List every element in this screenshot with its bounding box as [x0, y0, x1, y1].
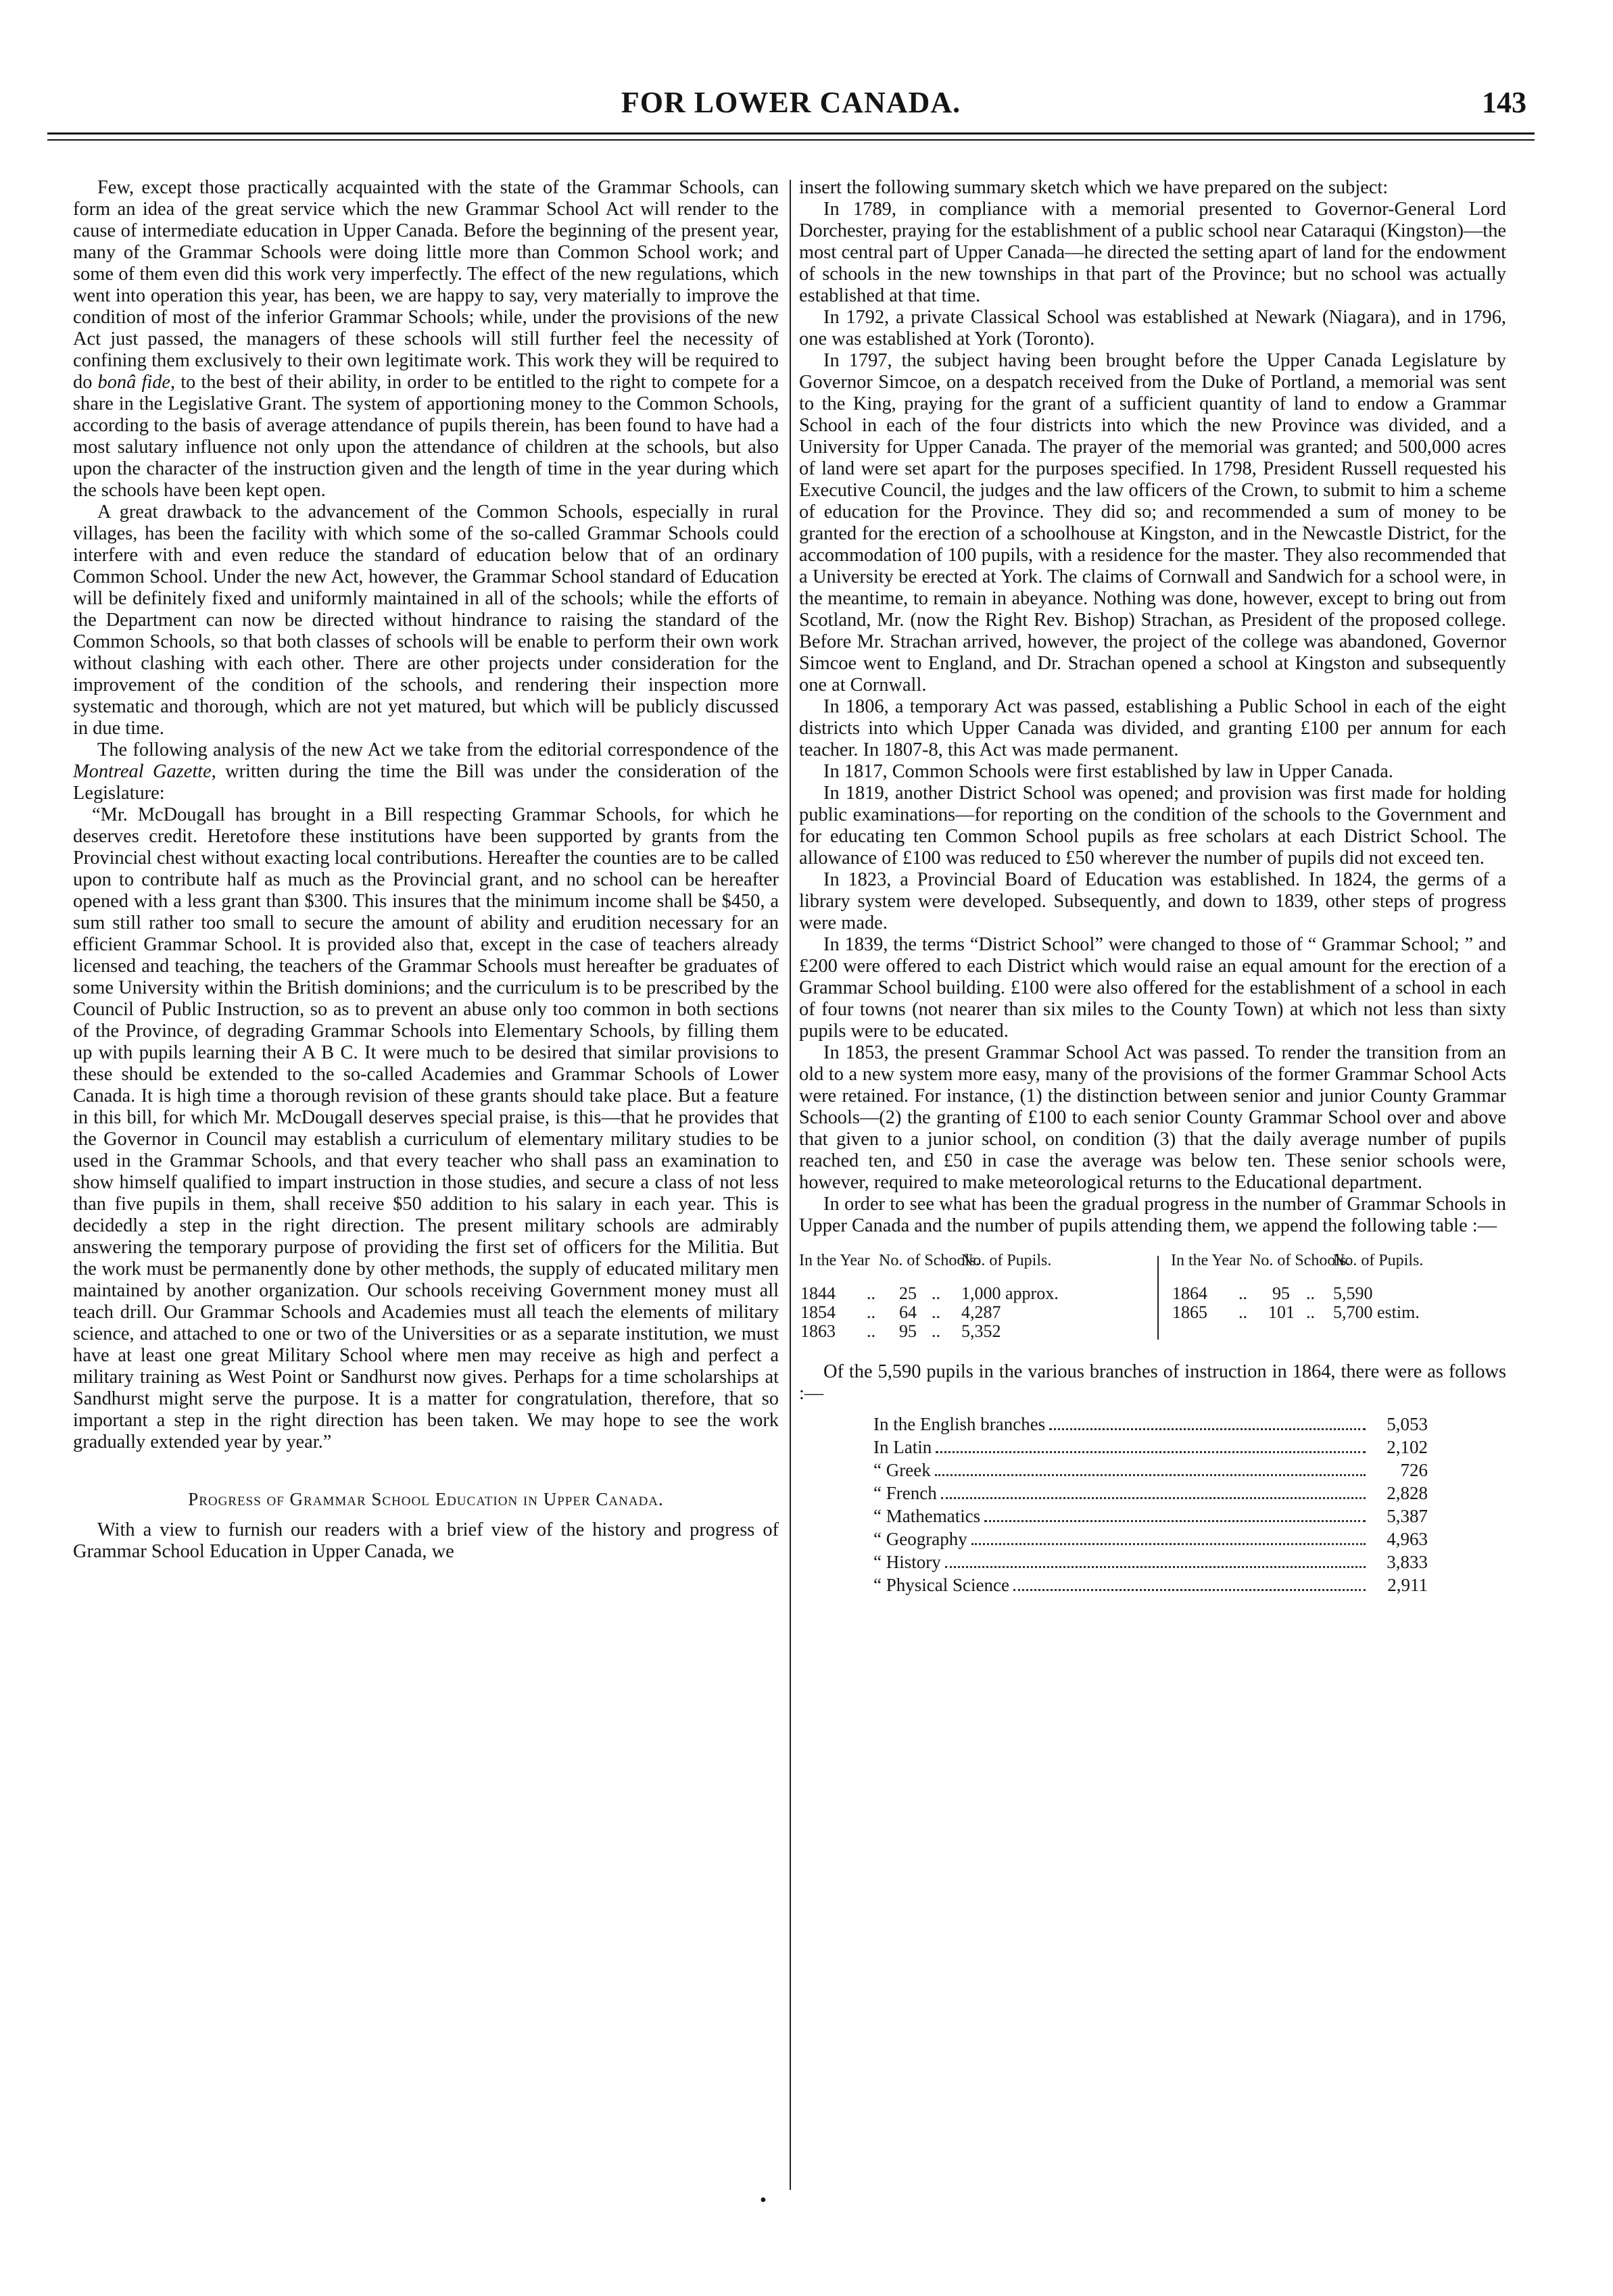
paragraph: In 1806, a temporary Act was passed, establishing a Public School in each of the eight districts into which Upper Canada was divided, and granting £100 per annum for each teacher. In 1807-8, this Act was made permanent.: [799, 696, 1506, 760]
header-year: In the Year: [1171, 1252, 1242, 1269]
list-item: “ Mathematics 5,387: [873, 1506, 1428, 1526]
paragraph: In 1819, another District School was opened; and provision was first made for holding public examinations—for reporting on the condition of the schools to the Government and for educating ten Common School pupils as free scholars at each District School. The allowance of £100 was reduced to £50 wherever the number of pupils did not exceed ten.: [799, 783, 1506, 869]
header-year: In the Year: [799, 1252, 870, 1269]
paragraph: In 1797, the subject having been brought before the Upper Canada Legislature by Governor Simcoe, on a despatch received from the Duke of Portland, a memorial was sent to the King, praying for the grant of a sufficient quantity of land to endow a Grammar School in each of the four districts into which the new Province was divided, and a University for Upper Canada. The prayer of the memorial was granted; and 500,000 acres of land were set apart for the purposes specified. In 1798, President Russell requested his Executive Council, the judges and the law officers of the Crown, to submit to him a scheme of education for the Province. They did so; and recommended a sum of money to be granted for the erection of a schoolhouse at Kingston, and in the Newcastle District, for the accommodation of 100 pupils, with a residence for the master. They also recommended that a University be erected at York. The claims of Cornwall and Sandwich for a school were, in the meantime, to remain in abeyance. Nothing was done, however, except to bring out from Scotland, Mr. (now the Right Rev. Bishop) Strachan, as President of the proposed college. Before Mr. Strachan arrived, however, the project of the college was abandoned, Governor Simcoe went to England, and Dr. Strachan opened a school at Kingston and subsequently one at Cornwall.: [799, 350, 1506, 695]
section-heading: Progress of Grammar School Education in Upper Canada.: [188, 1489, 664, 1509]
paragraph: In 1823, a Provincial Board of Education was established. In 1824, the germs of a library system were developed. Subsequently, and down to 1839, other steps of progress were made.: [799, 869, 1506, 933]
left-column: [73, 177, 779, 1563]
table-row: 1844 .. 25 .. 1,000 approx. 1864 .. 95 .. 5,590: [800, 1284, 1373, 1303]
header-pupils: No. of Pupils.: [961, 1252, 1052, 1269]
footer-mark: •: [760, 2190, 767, 2211]
table-header-row: [799, 1253, 1506, 1272]
list-item: “ Physical Science 2,911: [873, 1575, 1428, 1595]
list-item: “ Greek 726: [873, 1460, 1428, 1480]
table-divider: [1157, 1256, 1159, 1340]
schools-table: [799, 1253, 1506, 1348]
dot-leader: [945, 1566, 1366, 1568]
table-row: 1863 .. 95 .. 5,352: [800, 1321, 1001, 1341]
list-item: “ Geography 4,963: [873, 1529, 1428, 1549]
italic-text: bonâ fide,: [97, 372, 176, 393]
paragraph: With a view to furnish our readers with a brief view of the history and progress of Grammar School Education in Upper Canada, we: [73, 1519, 779, 1562]
paragraph: A great drawback to the advancement of the Common Schools, especially in rural villages, has been the facility with which some of the so-called Grammar Schools could interfere with and even reduce the standard of education below that of an ordinary Common School. Under the new Act, however, the Grammar School standard of Education will be definitely fixed and uniformly maintained in all of the schools; while the efforts of the Department can now be directed without hindrance to raising the standard of the Common Schools, so that both classes of schools will be enable to perform their own work without clashing with each other. There are other projects under consideration for the improvement of the condition of the schools, and rendering their inspection more systematic and thorough, which are not yet matured, but which will be publicly discussed in due time.: [73, 502, 779, 739]
list-item: “ History 3,833: [873, 1552, 1428, 1572]
paragraph: insert the following summary sketch which we have prepared on the subject:: [799, 177, 1389, 198]
header-rule-top: [47, 132, 1535, 135]
header-pupils: No. of Pupils.: [1333, 1252, 1424, 1269]
dot-leader: [971, 1543, 1366, 1545]
running-title: FOR LOWER CANADA.: [621, 86, 961, 119]
paragraph: In 1839, the terms “District School” were changed to those of “ Grammar School; ” and £200 were offered to each District which would raise an equal amount for the erection of a Grammar School building. £100 were also offered for the establishment of a school in each of four towns (not nearer than six miles to the County Town) at which not less than sixty pupils were to be educated.: [799, 934, 1506, 1042]
page-number: 143: [1482, 86, 1526, 119]
paragraph: In 1792, a private Classical School was established at Newark (Niagara), and in 1796, one was established at York (Toronto).: [799, 307, 1506, 349]
list-item: In Latin 2,102: [873, 1437, 1428, 1457]
dot-leader: [984, 1520, 1366, 1522]
dot-leader: [936, 1451, 1366, 1453]
dot-leader: [935, 1474, 1366, 1476]
paragraph: The following analysis of the new Act we take from the editorial correspondence of the Montreal Gazette, written during the time the Bill was under the consideration of the Legislature:: [73, 739, 779, 804]
dot-leader: [1049, 1428, 1366, 1430]
paragraph: In order to see what has been the gradual progress in the number of Grammar Schools in Upper Canada and the number of pupils attending them, we append the following table :—: [799, 1194, 1506, 1236]
table-row: 1854 .. 64 .. 4,287 1865 .. 101 .. 5,700 estim.: [800, 1302, 1420, 1322]
paragraph: In 1853, the present Grammar School Act was passed. To render the transition from an old to a new system more easy, many of the provisions of the former Grammar School Acts were retained. For instance, (1) the distinction between senior and junior County Grammar Schools—(2) the granting of £100 to each senior County Grammar School over and above that given to a junior school, on condition (3) that the daily average number of pupils reached ten, and £50 in case the average was below ten. These senior schools were, however, required to make meteorological returns to the Educational department.: [799, 1042, 1506, 1193]
newspaper-title: Montreal Gazette,: [73, 761, 216, 782]
paragraph: Few, except those practically acquainted with the state of the Grammar Schools, can form an idea of the great service which the new Grammar School Act will render to the cause of intermediate education in Upper Canada. Before the beginning of the present year, many of the Grammar Schools were doing little more than Common School work; and some of them even did this work very imperfectly. The effect of the new regulations, which went into operation this year, has been, we are happy to say, very materially to improve the condition of most of the inferior Grammar Schools; while, under the provisions of the new Act just passed, the managers of these schools will still further feel the necessity of confining them exclusively to their own legitimate work. This work they will be required to do bonâ fide, to the best of their ability, in order to be entitled to the right to compete for a share in the Legislative Grant. The system of apportioning money to the Common Schools, according to the basis of average attendance of pupils therein, has been found to have had a most salutary influence not only upon the attendance of children at the schools, but also upon the character of the instruction given and the length of time in the year during which the schools have been kept open.: [73, 177, 779, 501]
column-divider: [790, 180, 791, 2190]
paragraph: Of the 5,590 pupils in the various branches of instruction in 1864, there were as follows :—: [799, 1361, 1506, 1404]
list-item: “ French 2,828: [873, 1483, 1428, 1503]
header-schools: No. of Schools.: [879, 1252, 980, 1269]
header-schools: No. of Schools.: [1249, 1252, 1351, 1269]
paragraph: In 1817, Common Schools were first established by law in Upper Canada.: [823, 761, 1393, 782]
branches-list: [873, 1413, 1428, 1596]
header-rule-bottom: [47, 139, 1535, 141]
dot-leader: [941, 1497, 1366, 1499]
running-header: [47, 80, 1535, 127]
list-item: In the English branches 5,053: [873, 1414, 1428, 1434]
paragraph: In 1789, in compliance with a memorial presented to Governor-General Lord Dorchester, praying for the establishment of a public school near Cataraqui (Kingston)—the most central part of Upper Canada—he directed the setting apart of land for the endowment of schools in the new townships in that part of the Province; but no school was actually established at that time.: [799, 199, 1506, 306]
dot-leader: [1013, 1589, 1366, 1591]
quoted-paragraph: “Mr. McDougall has brought in a Bill respecting Grammar Schools, for which he deserves credit. Heretofore these institutions have been supported by grants from the Provincial chest without exacting local contributions. Hereafter the counties are to be called upon to contribute half as much as the Provincial grant, and no school can be hereafter opened with a less grant than $300. This insures that the minimum income shall be $450, a sum still rather too small to secure the amount of ability and erudition necessary for an efficient Grammar School. It is provided also that, except in the case of teachers already licensed and teaching, the teachers of the Grammar Schools must hereafter be graduates of some University within the British dominions; and the curriculum is to be prescribed by the Council of Public Instruction, so as to prevent an abuse only too common in both sections of the Province, of degrading Grammar Schools into Elementary Schools, by filling them up with pupils learning their A B C. It were much to be desired that similar provisions to these should be extended to the so-called Academies and Grammar Schools of Lower Canada. It is high time a thorough revision of these grants should take place. But a feature in this bill, for which Mr. McDougall deserves special praise, is this—that he provides that the Governor in Council may establish a curriculum of elementary military studies to be used in the Grammar Schools, and that every teacher who shall pass an examination to show himself qualified to impart instruction in those studies, and secure a class of not less than five pupils in them, shall receive $50 addition to his salary in each year. This is decidedly a step in the right direction. The present military schools are admirably answering the temporary purpose of providing the first set of officers for the Militia. But the work must be permanently done by other methods, the supply of educated military men maintained by another organization. Our schools receiving Government money must all teach drill. Our Grammar Schools and Academies must all teach the elements of military science, and attached to one or two of the Universities or as a separate institution, we must have at least one great Military School where men may receive as high and perfect a military training as West Point or Sandhurst now gives. Perhaps for a time scholarships at Sandhurst might serve the purpose. It is a matter for congratulation, therefore, that so important a step in the right direction has been taken. We may hope to see the work gradually extended year by year.”: [73, 804, 779, 1452]
right-column: [799, 177, 1506, 1596]
